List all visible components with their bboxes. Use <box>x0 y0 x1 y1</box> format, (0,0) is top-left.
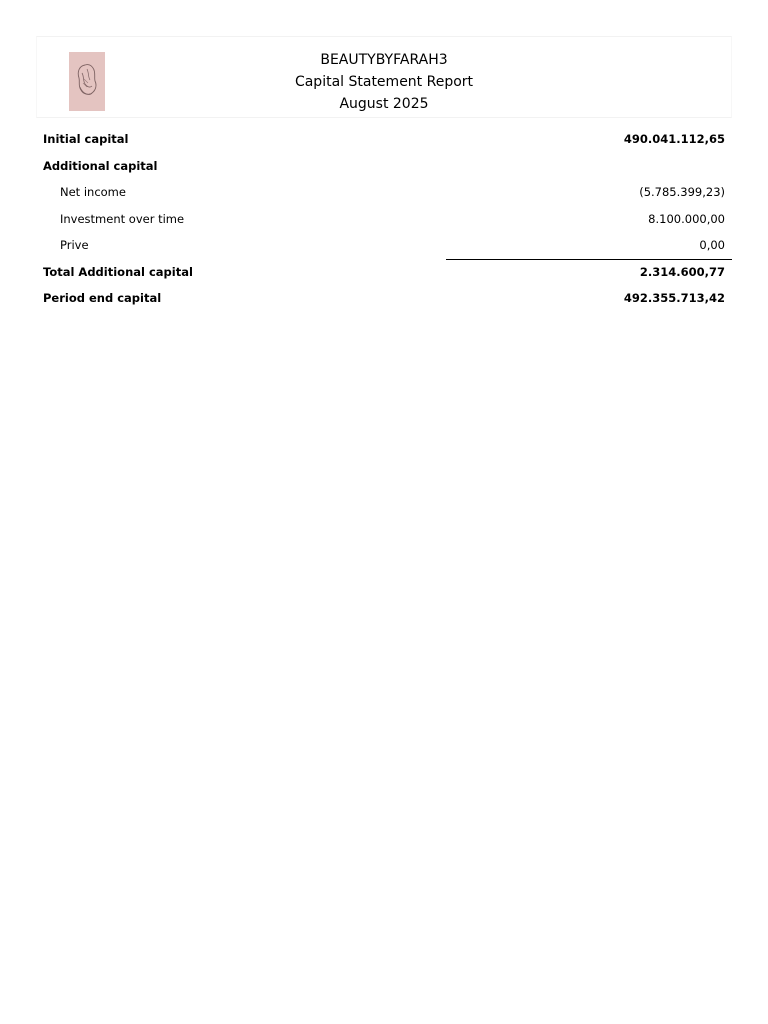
row-label: Additional capital <box>43 158 158 173</box>
company-name: BEAUTYBYFARAH3 <box>320 52 448 68</box>
report-title: Capital Statement Report <box>294 74 474 90</box>
row-label: Net income <box>60 185 126 199</box>
row-prive <box>36 232 732 259</box>
row-total-additional-capital <box>36 259 732 286</box>
row-label: Total Additional capital <box>43 264 193 279</box>
row-value: 2.314.600,77 <box>639 264 725 279</box>
total-underline <box>446 259 732 260</box>
row-label: Prive <box>60 238 89 252</box>
capital-statement-table <box>36 126 732 312</box>
row-value: 492.355.713,42 <box>623 291 725 305</box>
row-label: Investment over time <box>60 211 185 226</box>
row-value: (5.785.399,23) <box>639 185 725 199</box>
row-label: Initial capital <box>43 132 129 146</box>
row-period-end-capital <box>36 285 732 312</box>
row-value: 490.041.112,65 <box>623 132 725 146</box>
row-investment-over-time <box>36 206 732 233</box>
row-value: 0,00 <box>699 238 725 252</box>
row-net-income <box>36 179 732 206</box>
row-initial-capital <box>36 126 732 153</box>
report-period: August 2025 <box>339 96 429 112</box>
report-title-block <box>0 49 768 115</box>
row-additional-capital <box>36 153 732 180</box>
row-value: 8.100.000,00 <box>648 211 725 226</box>
row-label: Period end capital <box>43 291 162 305</box>
